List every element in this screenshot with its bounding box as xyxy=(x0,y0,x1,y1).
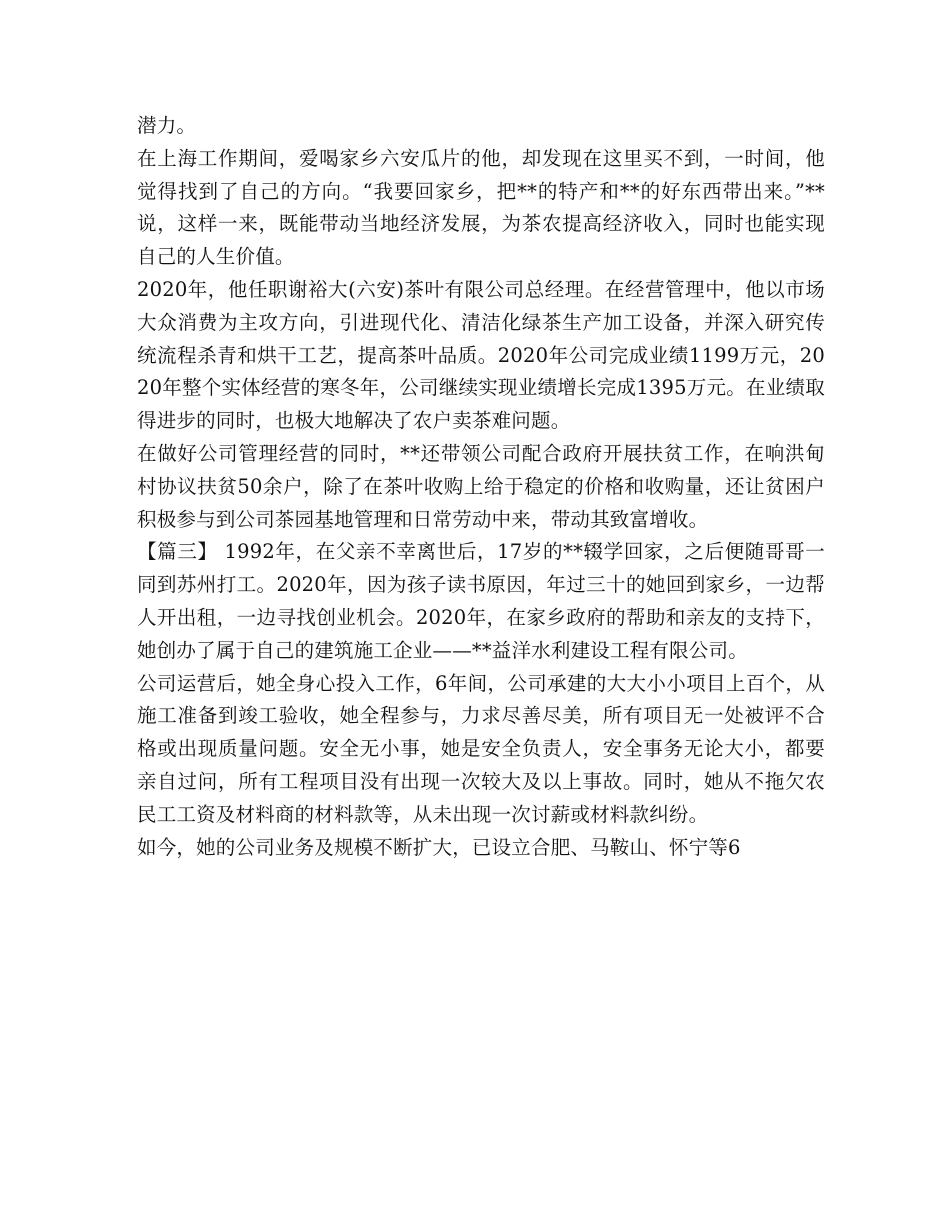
paragraph: 在做好公司管理经营的同时，**还带领公司配合政府开展扶贫工作，在响洪甸村协议扶贫50余户，除了在茶叶收购上给于稳定的价格和收购量，还让贫困户积极参与到公司茶园基地管理和日常劳动中来，带动其致富增收。 xyxy=(137,441,825,531)
paragraph: 【篇三】 1992年，在父亲不幸离世后，17岁的**辍学回家，之后便随哥哥一同到苏州打工。2020年，因为孩子读书原因，年过三十的她回到家乡，一边帮人开出租，一边寻找创业机会。2020年，在家乡政府的帮助和亲友的支持下，她创办了属于自己的建筑施工企业——**益洋水利建设工程有限公司。 xyxy=(137,540,825,662)
document-page xyxy=(137,110,825,864)
paragraph: 潜力。 xyxy=(137,114,197,137)
paragraph: 2020年，他任职谢裕大(六安)茶叶有限公司总经理。在经营管理中，他以市场大众消费为主攻方向，引进现代化、清洁化绿茶生产加工设备，并深入研究传统流程杀青和烘干工艺，提高茶叶品质。2020年公司完成业绩1199万元，2020年整个实体经营的寒冬年，公司继续实现业绩增长完成1395万元。在业绩取得进步的同时，也极大地解决了农户卖茶难问题。 xyxy=(137,277,825,433)
paragraph: 在上海工作期间，爱喝家乡六安瓜片的他，却发现在这里买不到，一时间，他觉得找到了自己的方向。“我要回家乡，把**的特产和**的好东西带出来。”**说，这样一来，既能带动当地经济发展，为茶农提高经济收入，同时也能实现自己的人生价值。 xyxy=(137,146,825,269)
paragraph: 如今，她的公司业务及规模不断扩大，已设立合肥、马鞍山、怀宁等6 xyxy=(137,835,741,859)
paragraph: 公司运营后，她全身心投入工作，6年间，公司承建的大大小小项目上百个，从施工准备到竣工验收，她全程参与，力求尽善尽美，所有项目无一处被评不合格或出现质量问题。安全无小事，她是安全负责人，安全事务无论大小，都要亲自过问，所有工程项目没有出现一次较大及以上事故。同时，她从不拖欠农民工工资及材料商的材料款等，从未出现一次讨薪或材料款纠纷。 xyxy=(137,671,825,826)
